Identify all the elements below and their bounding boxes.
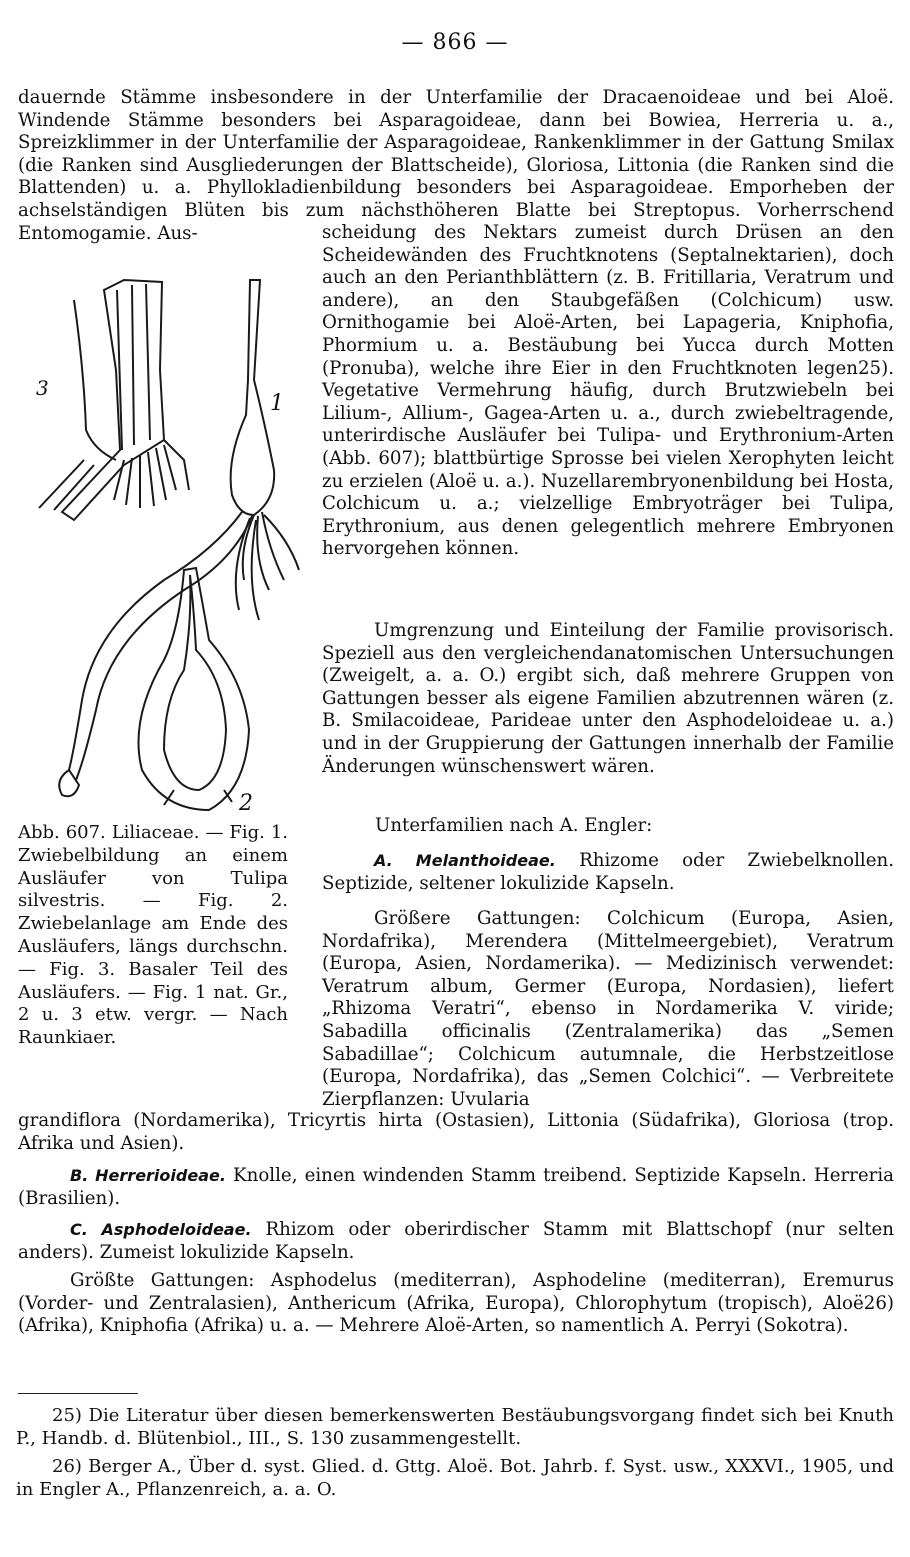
intro-paragraph: dauernde Stämme insbesondere in der Unterfamilie der Dracaenoideae und bei Aloë. Windende Stämme besonders bei Asparagoideae, dann bei Bowiea, Herreria u. a., Spreizklimmer in der Unterfamilie der Asparagoideae, Rankenklimmer in der Gattung Smilax (die Ranken sind Ausgliederungen der Blattscheide), Gloriosa, Littonia (die Ranken sind die Blattenden) u. a. Phyllokladienbildung besonders bei Asparagoideae. Emporheben der achselständigen Blüten bis zum nächsthöheren Blatte bei Streptopus. Vorherrschend Entomogamie. Aus- [18,87,894,244]
liliaceae-figure [14,250,314,830]
footnote-25: 25) Die Literatur über diesen bemerkenswerten Bestäubungsvorgang findet sich bei Knuth P., Handb. d. Blütenbiol., III., S. 130 zusammengestellt. [16,1405,894,1449]
section-c-text: Rhizom oder oberirdischer Stamm mit Blattschopf (nur selten anders). Zumeist lokulizide Kapseln. [18,1219,894,1263]
section-a-label: A. Melanthoideae. [374,851,556,870]
section-c-genera: Größte Gattungen: Asphodelus (mediterran), Asphodeline (mediterran), Eremurus (Vorder- und Zentralasien), Anthericum (Afrika, Europa), Chlorophytum (tropisch), Aloë26) (Afrika), Kniphofia (Afrika) u. a. — Mehrere Aloë-Arten, so namentlich A. Perryi (Sokotra). [18,1270,894,1337]
fig3-drawing [39,280,189,520]
section-a-paragraph [322,850,894,895]
footnote-26: 26) Berger A., Über d. syst. Glied. d. Gttg. Aloë. Bot. Jahrb. f. Syst. usw., XXXVI., 1905, und in Engler A., Pflanzenreich, a. a. O. [16,1456,894,1500]
fig1-drawing [59,280,299,796]
section-b-paragraph [18,1165,894,1210]
section-a-continued: grandiflora (Nordamerika), Tricyrtis hirta (Ostasien), Littonia (Südafrika), Gloriosa (trop. Afrika und Asien). [18,1110,894,1154]
subfamilies-heading: Unterfamilien nach A. Engler: [375,815,653,836]
footnote-rule [18,1393,138,1394]
fig2-label: 2 [239,791,253,816]
fig3-label: 3 [36,376,49,400]
umgrenzung-paragraph: Umgrenzung und Einteilung der Familie provisorisch. Speziell aus den vergleichendanatomischen Untersuchungen (Zweigelt, a. a. O.) ergibt sich, daß mehrere Gruppen von Gattungen besser als eigene Familien abzutrennen wären (z. B. Smilacoideae, Parideae unter den Asphodeloideae u. a.) und in der Gruppierung der Gattungen innerhalb der Familie Änderungen wünschenswert wären. [322,620,894,777]
section-c-label: C. Asphodeloideae. [70,1220,252,1239]
fig1-label: 1 [270,391,284,416]
right-column-paragraph: scheidung des Nektars zumeist durch Drüsen an den Scheidewänden des Fruchtknotens (Septalnektarien), doch auch an den Perianthblättern (z. B. Fritillaria, Veratrum und andere), an den Staubgefäßen (Colchicum) usw. Ornithogamie bei Aloë-Arten, bei Lapageria, Kniphofia, Phormium u. a. Bestäubung bei Yucca durch Motten (Pronuba), welche ihre Eier in den Fruchtknoten legen25). Vegetative Vermehrung häufig, durch Brutzwiebeln bei Lilium-, Allium-, Gagea-Arten u. a., durch zwiebeltragende, unterirdische Ausläufer bei Tulipa- und Erythronium-Arten (Abb. 607); blattbürtige Sprosse bei vielen Xerophyten leicht zu erzielen (Aloë u. a.). Nuzellarembryonenbildung bei Hosta, Colchicum u. a.; vielzellige Embryoträger bei Tulipa, Erythronium, aus denen gelegentlich mehrere Embryonen hervorgehen können. [322,222,894,560]
section-b-label: B. Herrerioideae. [70,1166,226,1185]
section-a-genera: Größere Gattungen: Colchicum (Europa, Asien, Nordafrika), Merendera (Mittelmeergebiet), Veratrum (Europa, Asien, Nordamerika). — Medizinisch verwendet: Veratrum album, Germer (Europa, Nordasien), liefert „Rhizoma Veratri“, ebenso in Nordamerika V. viride; Sabadilla officinalis (Zentralamerika) das „Semen Sabadillae“; Colchicum autumnale, die Herbstzeitlose (Europa, Nordafrika), das „Semen Colchici“. — Verbreitete Zierpflanzen: Uvularia [322,908,894,1110]
fig2-drawing [138,568,249,810]
page-number: — 866 — [401,30,509,55]
figure-caption: Abb. 607. Liliaceae. — Fig. 1. Zwiebelbildung an einem Ausläufer von Tulipa silvestris. — Fig. 2. Zwiebelanlage am Ende des Ausläufers, längs durchschn. — Fig. 3. Basaler Teil des Ausläufers. — Fig. 1 nat. Gr., 2 u. 3 etw. vergr. — Nach Raunkiaer. [18,822,288,1049]
section-b-text: Knolle, einen windenden Stamm treibend. Septizide Kapseln. Herreria (Brasilien). [18,1165,894,1209]
section-c-paragraph [18,1219,894,1264]
section-a-text: Rhizome oder Zwiebelknollen. Septizide, seltener lokulizide Kapseln. [322,850,894,894]
